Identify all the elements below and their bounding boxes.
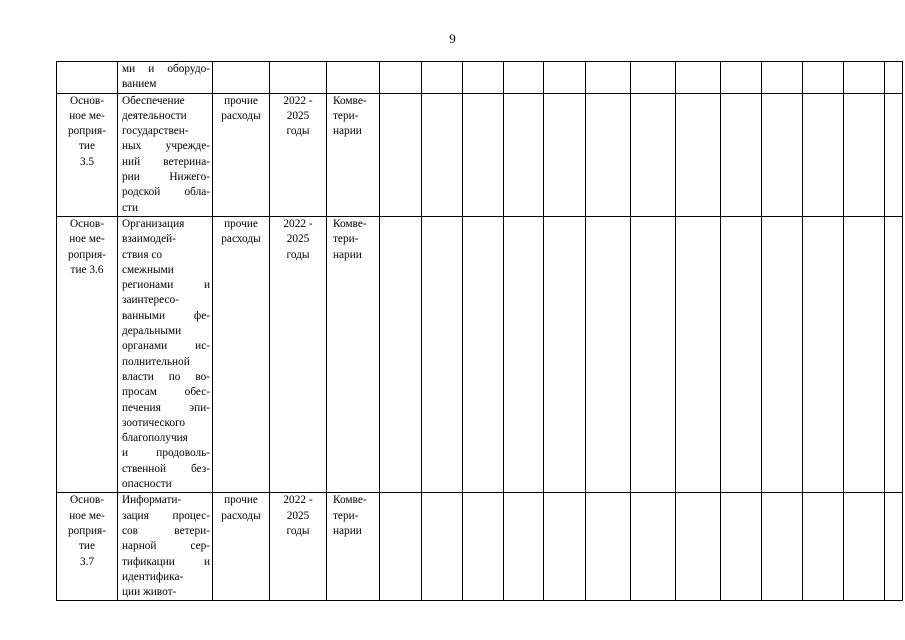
- measure-name-cell: [118, 93, 213, 216]
- measure-number-cell-line: тие 3.6: [70, 263, 104, 276]
- measure-number-cell-line: тие: [79, 140, 95, 153]
- measure-name-cell-line: Обеспечение: [122, 94, 185, 107]
- value-cell: [844, 216, 885, 492]
- measure-name-cell-line: идентифика-: [122, 570, 184, 583]
- period-cell-line: 2025: [286, 509, 310, 522]
- measure-name-cell-line: ванием: [122, 78, 157, 91]
- executor-cell-line: тери-: [333, 233, 359, 246]
- page-number: 9: [449, 31, 456, 46]
- funding-source-cell-line: расходы: [221, 509, 261, 522]
- period-cell-line: 2022 -: [283, 494, 313, 507]
- measure-name-cell-line: Организация: [122, 217, 185, 230]
- value-cell: [762, 93, 803, 216]
- executor-cell-line: нарии: [333, 125, 362, 138]
- funding-source-cell: [213, 62, 270, 94]
- value-cell: [380, 62, 422, 94]
- measure-number-cell-line: тие: [79, 540, 95, 553]
- value-cell: [380, 216, 422, 492]
- measure-name-cell-line: благополучия: [122, 432, 188, 445]
- measure-name-cell-line: регионами и: [122, 279, 210, 292]
- value-cell: [631, 216, 676, 492]
- measure-name-cell-line: Информати-: [122, 494, 182, 507]
- value-cell: [631, 93, 676, 216]
- measure-name-cell-line: и продоволь-: [122, 447, 210, 460]
- measure-name-cell: [118, 216, 213, 492]
- measure-name-cell-line: заинтересо-: [122, 294, 179, 307]
- table-row: [57, 93, 903, 216]
- table-row: [57, 216, 903, 492]
- value-cell: [885, 216, 903, 492]
- funding-source-cell: [213, 493, 270, 601]
- value-cell: [844, 93, 885, 216]
- measure-name-cell-line: просам обес-: [122, 386, 210, 399]
- measure-number-cell-line: Основ-: [70, 494, 104, 507]
- value-cell: [504, 493, 544, 601]
- measure-number-cell-line: ное ме-: [69, 233, 105, 246]
- value-cell: [762, 493, 803, 601]
- value-cell: [504, 93, 544, 216]
- executor-cell-line: тери-: [333, 109, 359, 122]
- measure-number-cell-line: роприя-: [68, 125, 106, 138]
- value-cell: [803, 493, 844, 601]
- measure-name-cell-line: сти: [122, 201, 138, 214]
- funding-source-cell-line: прочие: [224, 494, 258, 507]
- table-row: [57, 493, 903, 601]
- value-cell: [380, 93, 422, 216]
- measure-name-cell: [118, 62, 213, 94]
- measure-name-cell-line: зоотического: [122, 416, 186, 429]
- measure-number-cell-line: 3.5: [79, 155, 95, 168]
- value-cell: [885, 93, 903, 216]
- measure-name-cell: [118, 493, 213, 601]
- period-cell: [270, 493, 327, 601]
- measure-name-cell-line: ний ветерина-: [122, 155, 210, 168]
- measure-name-cell-line: деятельности: [122, 109, 187, 122]
- value-cell: [544, 493, 586, 601]
- value-cell: [844, 62, 885, 94]
- value-cell: [721, 62, 762, 94]
- value-cell: [885, 493, 903, 601]
- measure-name-cell-line: ственной без-: [122, 462, 210, 475]
- measure-name-cell-line: смежными: [122, 263, 174, 276]
- period-cell-line: 2022 -: [283, 217, 313, 230]
- measure-name-cell-line: ции живот-: [122, 586, 177, 599]
- value-cell: [721, 93, 762, 216]
- measure-number-cell: [57, 62, 118, 94]
- measure-number-cell: [57, 93, 118, 216]
- executor-cell: [327, 62, 380, 94]
- period-cell-line: годы: [286, 524, 310, 537]
- measure-name-cell-line: власти по во-: [122, 370, 210, 383]
- value-cell: [544, 62, 586, 94]
- measure-number-cell-line: роприя-: [68, 248, 106, 261]
- measure-name-cell-line: ных учрежде-: [122, 140, 210, 153]
- value-cell: [586, 216, 631, 492]
- period-cell: [270, 216, 327, 492]
- measure-name-cell-line: ванными фе-: [122, 309, 210, 322]
- value-cell: [885, 62, 903, 94]
- measure-name-cell-line: печения эпи-: [122, 401, 210, 414]
- period-cell-line: годы: [286, 125, 310, 138]
- measure-number-cell-line: роприя-: [68, 524, 106, 537]
- value-cell: [676, 93, 721, 216]
- value-cell: [721, 493, 762, 601]
- value-cell: [676, 216, 721, 492]
- value-cell: [631, 493, 676, 601]
- value-cell: [463, 62, 504, 94]
- funding-source-cell-line: прочие: [224, 94, 258, 107]
- period-cell-line: 2022 -: [283, 94, 313, 107]
- value-cell: [422, 493, 463, 601]
- value-cell: [631, 62, 676, 94]
- measures-table: [56, 61, 903, 601]
- measure-name-cell-line: взаимодей-: [122, 233, 176, 246]
- value-cell: [762, 216, 803, 492]
- value-cell: [422, 62, 463, 94]
- measure-name-cell-line: органами ис-: [122, 340, 210, 353]
- period-cell: [270, 93, 327, 216]
- value-cell: [422, 93, 463, 216]
- funding-source-cell: [213, 216, 270, 492]
- executor-cell-line: тери-: [333, 509, 359, 522]
- funding-source-cell-line: расходы: [221, 233, 261, 246]
- value-cell: [676, 493, 721, 601]
- executor-cell-line: нарии: [333, 248, 362, 261]
- measure-number-cell-line: ное ме-: [69, 109, 105, 122]
- value-cell: [803, 93, 844, 216]
- measure-number-cell-line: Основ-: [70, 217, 104, 230]
- value-cell: [762, 62, 803, 94]
- executor-cell: [327, 216, 380, 492]
- measure-name-cell-line: государствен-: [122, 125, 189, 138]
- executor-cell: [327, 93, 380, 216]
- measure-number-cell: [57, 493, 118, 601]
- measure-name-cell-line: сов ветери-: [122, 524, 210, 537]
- measure-name-cell-line: ми и оборудо-: [122, 63, 210, 75]
- period-cell: [270, 62, 327, 94]
- measure-number-cell: [57, 216, 118, 492]
- value-cell: [422, 216, 463, 492]
- funding-source-cell: [213, 93, 270, 216]
- value-cell: [844, 493, 885, 601]
- period-cell-line: 2025: [286, 109, 310, 122]
- value-cell: [463, 216, 504, 492]
- value-cell: [586, 493, 631, 601]
- measure-name-cell-line: ствия со: [122, 248, 163, 261]
- executor-cell-line: Комве-: [333, 94, 367, 107]
- measure-number-cell-line: Основ-: [70, 94, 104, 107]
- executor-cell: [327, 493, 380, 601]
- value-cell: [586, 93, 631, 216]
- executor-cell-line: нарии: [333, 524, 362, 537]
- table-row: [57, 62, 903, 94]
- measure-name-cell-line: полнительной: [122, 355, 190, 368]
- executor-cell-line: Комве-: [333, 217, 367, 230]
- value-cell: [463, 493, 504, 601]
- value-cell: [803, 216, 844, 492]
- measure-name-cell-line: тификации и: [122, 555, 210, 568]
- executor-cell-line: Комве-: [333, 494, 367, 507]
- value-cell: [544, 216, 586, 492]
- measure-name-cell-line: нарной сер-: [122, 540, 210, 553]
- measure-name-cell-line: рии Нижего-: [122, 171, 210, 184]
- value-cell: [803, 62, 844, 94]
- value-cell: [721, 216, 762, 492]
- measure-name-cell-line: опасности: [122, 478, 172, 491]
- value-cell: [544, 93, 586, 216]
- funding-source-cell-line: расходы: [221, 109, 261, 122]
- value-cell: [504, 216, 544, 492]
- value-cell: [463, 93, 504, 216]
- measure-number-cell-line: 3.7: [79, 555, 95, 568]
- period-cell-line: годы: [286, 248, 310, 261]
- measure-name-cell-line: родской обла-: [122, 186, 210, 199]
- measure-name-cell-line: зация процес-: [122, 509, 210, 522]
- funding-source-cell-line: прочие: [224, 217, 258, 230]
- measure-number-cell-line: ное ме-: [69, 509, 105, 522]
- period-cell-line: 2025: [286, 233, 310, 246]
- measure-name-cell-line: деральными: [122, 325, 182, 338]
- value-cell: [676, 62, 721, 94]
- value-cell: [380, 493, 422, 601]
- value-cell: [586, 62, 631, 94]
- value-cell: [504, 62, 544, 94]
